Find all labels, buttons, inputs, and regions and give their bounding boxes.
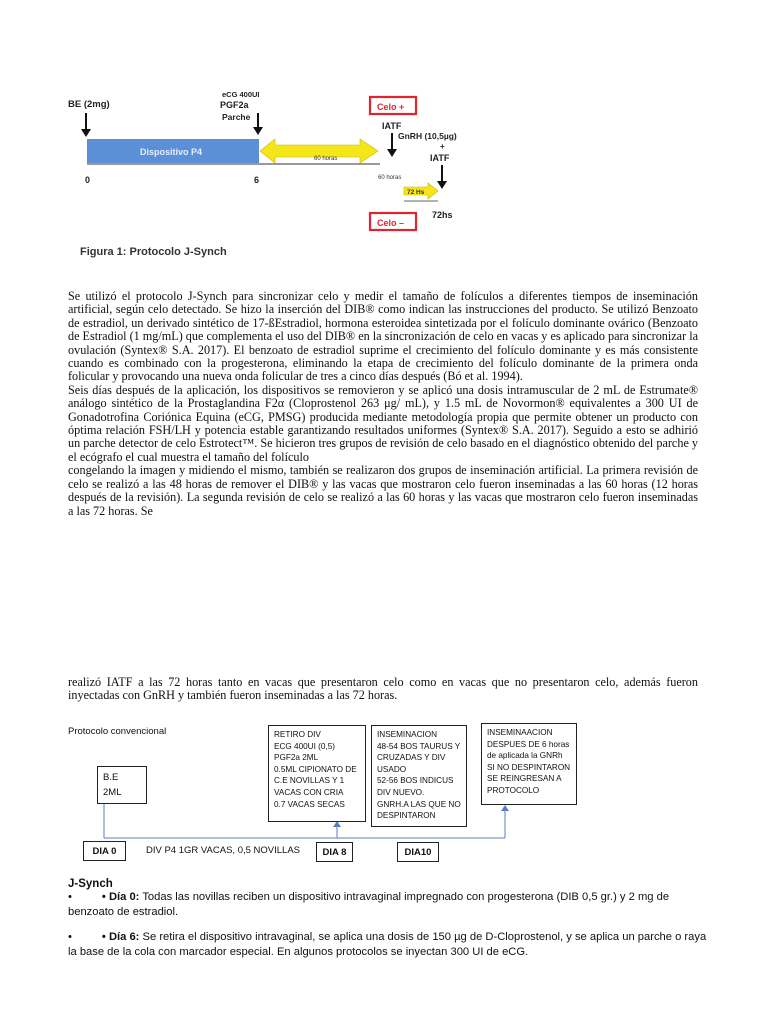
inseminacion-line: CRUZADAS Y DIV [377, 753, 446, 763]
iatf-arrow-2-head [437, 181, 447, 189]
celo-plus-label: Celo + [377, 102, 405, 112]
iatf-label-1: IATF [382, 121, 402, 131]
inseminacion-line: DESPINTARON [377, 811, 436, 821]
paragraph-1-part-3: congelando la imagen y midiendo el mismo, también se realizaron dos grupos de inseminación artificial. La primera revisión de celo se realizó a las 48 horas de remover el DIB® y las vacas que mostraron celo fueron inseminadas a las 60 horas (12 horas después de la revisión). La segunda revisión de celo se realizó a las 60 horas y las vacas que mostraron celo fueron inseminadas a las 72 horas. Se [68, 463, 698, 518]
retiro-box [268, 725, 366, 822]
inseminacion-line: INSEMINACION [377, 730, 438, 739]
dia-8-box: DIA 8 [316, 842, 353, 862]
retiro-line: 0.5ML CIPIONATO DE [274, 764, 357, 774]
paragraph-2-text: realizó IATF a las 72 horas tanto en vacas que presentaron celo como en vacas que no presentaron celo, además fueron inyectadas con GnRH y también fueron inseminadas a las 72 horas. [68, 675, 698, 703]
tick-6: 6 [254, 175, 260, 185]
retiro-line: RETIRO DIV [274, 730, 321, 739]
inseminacion-line: 52-56 BOS INDICUS [377, 776, 454, 786]
reinseminacion-line: SI NO DESPINTARON [487, 762, 571, 772]
paragraph-1-part-1: Se utilizó el protocolo J-Synch para sincronizar celo y medir el tamaño de folículos a diferentes tiempos de inseminación artificial, según celo detectado. Se hizo la inserción del DIB® como indican las instrucciones del producto. Se utilizó Benzoato de estradiol, un derivado sintético de 17-ßEstradiol, hormona esteroidea sintetizada por el folículo dominante ovárico (Benzoato de Estradiol (1 mg/mL) que complementa el uso del DIB® en la sincronización de celo en vacas y es aplicado para sincronizar la ovulación (Syntex® S.A. 2017). El benzoato de estradiol suprime el crecimiento del folículo dominante y es más consistente cuando es combinado con la progesterona, eliminando la etapa de crecimiento del folículo dominante de la primera onda folicular y provocando una nueva onda folicular de tres a cinco días después (Bó et al. 1994). [68, 289, 698, 384]
retiro-line: C.E NOVILLAS Y 1 [274, 776, 345, 786]
reinseminacion-line: PROTOCOLO [487, 785, 540, 795]
seventy-two-arrow-label: 72 Hs [407, 189, 425, 196]
figure-caption: Figura 1: Protocolo J-Synch [80, 246, 227, 258]
iatf-label-2: IATF [430, 153, 450, 163]
div-p4-label: DIV P4 1GR VACAS, 0,5 NOVILLAS [146, 845, 300, 856]
ecg-arrow-head [253, 127, 263, 135]
jsynch-title: J-Synch [68, 878, 113, 890]
inseminacion-line: DIV NUEVO. [377, 787, 425, 797]
sixty-hours-small: 60 horas [378, 175, 402, 181]
be-arrow-head [81, 129, 91, 137]
dispositivo-label: Dispositivo P4 [140, 147, 203, 157]
reinseminacion-line: de aplicada la GNRh [487, 751, 563, 761]
dia-0-box: DIA 0 [83, 841, 126, 861]
retiro-line: 0.7 VACAS SECAS [274, 799, 345, 809]
retiro-line: VACAS CON CRIA [274, 787, 344, 797]
day-0-prefix: • Día 0: [101, 891, 140, 903]
jsynch-item-day-6 [68, 930, 708, 959]
body-paragraph-2 [68, 676, 698, 703]
reinseminacion-box [481, 723, 577, 805]
protocolo-title: Protocolo convencional [68, 726, 167, 737]
inseminacion-line: GNRH.A LAS QUE NO [377, 799, 461, 809]
be-box-line-2: 2ML [103, 787, 122, 798]
be-label: BE (2mg) [68, 99, 110, 110]
plus-sign: + [440, 142, 445, 151]
body-paragraph-1 [68, 290, 698, 518]
protocol-figure [60, 85, 500, 265]
bullet: • [68, 891, 72, 903]
day-0-text: Todas las novillas reciben un dispositivo intravaginal impregnado con progesterona (DIB 0,5 gr.) y 2 mg de benzoato de estradiol. [68, 891, 670, 918]
bullet: • [68, 931, 72, 943]
parche-label: Parche [222, 112, 251, 122]
retiro-line: ECG 400UI (0,5) [274, 741, 335, 751]
pgf-label: PGF2a [220, 100, 249, 110]
reinsem-arrow-head [501, 805, 509, 811]
gnrh-label: GnRH (10,5µg) [398, 131, 457, 141]
inseminacion-line: USADO [377, 764, 407, 774]
reinseminacion-line: SE REINGRESAN A [487, 774, 562, 784]
retiro-line: PGF2a 2ML [274, 753, 319, 763]
reinseminacion-line: INSEMINAACION [487, 728, 553, 737]
seventy-two-hs-label: 72hs [432, 210, 453, 220]
jsynch-item-day-0 [68, 890, 708, 919]
celo-minus-label: Celo – [377, 218, 405, 228]
reinseminacion-line: DESPUES DE 6 horas [487, 739, 570, 749]
inseminacion-box [371, 725, 467, 827]
day-6-prefix: • Día 6: [101, 931, 140, 943]
sixty-hours-arrow-label: 60 horas [314, 156, 338, 162]
paragraph-1-part-2: Seis días después de la aplicación, los dispositivos se removieron y se aplicó una dosis intramuscular de 2 mL de Estrumate® análogo sintético de la Prostaglandina F2α (Cloprostenol 263 μg/ mL), y 1.5 mL de Novormon® equivalentes a 300 UI de Gonadotrofina Coriónica Equina (eCG, PMSG) producida mediante metodología propia que permite obtener un producto con óptima relación FSH/LH y potencia estable garantizando resultados uniformes (Syntex® S.A. 2017). Seguido a esto se adhirió un parche detector de celo Estrotect™. Se hicieron tres grupos de revisión de celo basado en el diagnóstico obtenido del parche y el ecógrafo el cual muestra el tamaño del folículo [68, 382, 698, 464]
be-box [97, 766, 147, 804]
tick-0: 0 [85, 175, 91, 185]
ecg-label: eCG 400UI [222, 90, 260, 99]
iatf-arrow-1-head [387, 149, 397, 157]
inseminacion-line: 48-54 BOS TAURUS Y [377, 741, 461, 751]
be-box-line-1: B.E [103, 772, 119, 783]
dia-10-box: DIA10 [397, 842, 439, 862]
day-6-text: Se retira el dispositivo intravaginal, se aplica una dosis de 150 µg de D-Cloprostenol, y se aplica un parche o raya la base de la cola con marcador especial. En algunos protocolos se inyectan 300 UI de eCG. [68, 931, 707, 958]
